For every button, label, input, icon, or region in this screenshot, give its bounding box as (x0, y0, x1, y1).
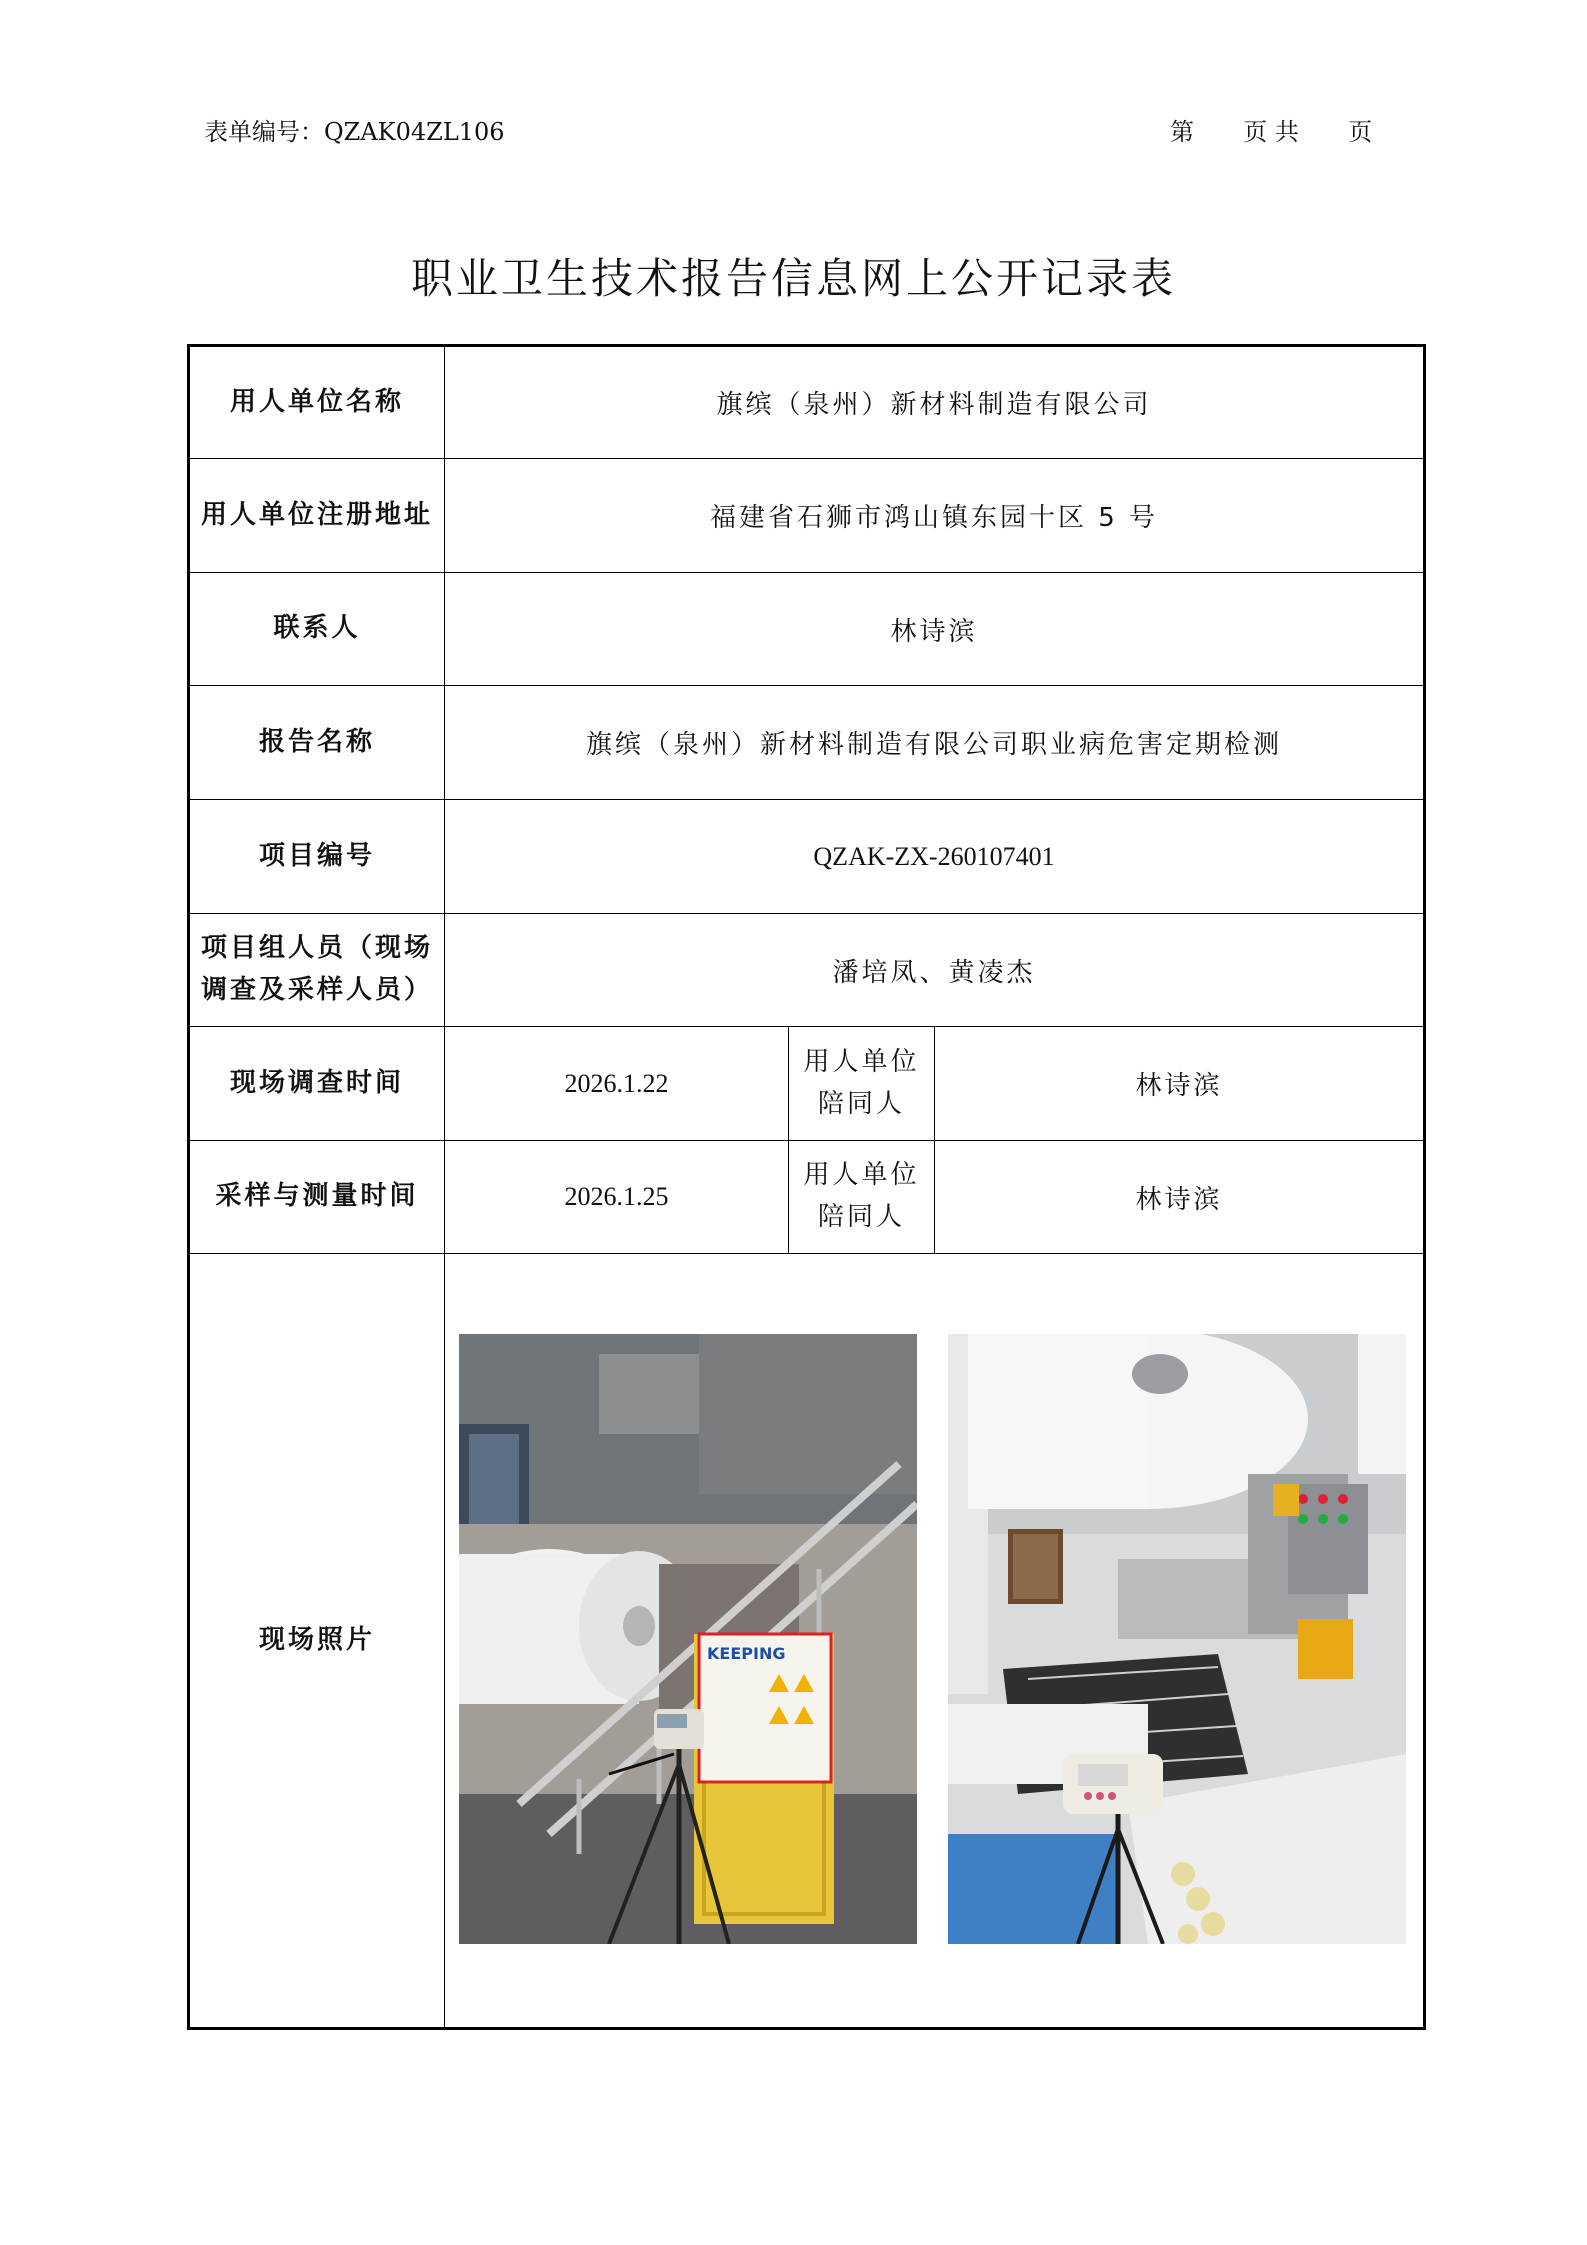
sign-text: KEEPING (707, 1644, 786, 1663)
table-row (189, 1254, 1425, 2029)
project-no-label: 项目编号 (189, 800, 445, 914)
address-label: 用人单位注册地址 (189, 459, 445, 573)
staff-label (189, 914, 445, 1027)
sample-companion-label (789, 1141, 935, 1254)
contact-label: 联系人 (189, 573, 445, 686)
table-row (189, 573, 1425, 686)
staff-label-line1: 项目组人员（现场 (200, 933, 433, 964)
page-di: 第 (1170, 118, 1194, 146)
staff-label-line2: 调查及采样人员） (200, 975, 433, 1005)
photo-label: 现场照片 (189, 1254, 445, 2029)
companion-label-line1: 用人单位 (803, 1046, 920, 1077)
table-row (189, 800, 1425, 914)
photo-area (445, 1254, 1423, 2027)
unit-name-label: 用人单位名称 (189, 346, 445, 459)
companion-label-line2: 陪同人 (817, 1202, 905, 1232)
page-indicator (1170, 112, 1372, 147)
sample-time-label: 采样与测量时间 (189, 1141, 445, 1254)
table-row (189, 459, 1425, 573)
report-name-value: 旗缤（泉州）新材料制造有限公司职业病危害定期检测 (445, 686, 1425, 800)
table-row (189, 1027, 1425, 1141)
sample-time-value: 2026.1.25 (445, 1141, 789, 1254)
site-photo-2 (948, 1334, 1406, 1944)
form-number: 表单编号：QZAK04ZL106 (204, 118, 505, 146)
companion-label-line1: 用人单位 (803, 1160, 920, 1191)
page-ye-gong: 页 共 (1243, 118, 1299, 146)
companion-label-line2: 陪同人 (817, 1088, 905, 1119)
page-ye: 页 (1348, 118, 1373, 146)
unit-name-value: 旗缤（泉州）新材料制造有限公司 (445, 346, 1425, 459)
survey-time-value: 2026.1.22 (445, 1027, 789, 1141)
table-row (189, 346, 1425, 459)
report-name-label: 报告名称 (189, 686, 445, 800)
photo-cell (445, 1254, 1425, 2029)
table-row (189, 1141, 1425, 1254)
survey-time-label: 现场调查时间 (189, 1027, 445, 1141)
survey-companion-value: 林诗滨 (935, 1027, 1425, 1141)
table-row (189, 686, 1425, 800)
project-no-value: QZAK-ZX-260107401 (445, 800, 1425, 914)
site-photo-1 (459, 1334, 917, 1944)
table-row (189, 914, 1425, 1027)
staff-value: 潘培凤、黄凌杰 (445, 914, 1425, 1027)
contact-value: 林诗滨 (445, 573, 1425, 686)
sample-companion-value: 林诗滨 (935, 1141, 1425, 1254)
address-value: 福建省石狮市鸿山镇东园十区 5 号 (445, 459, 1425, 573)
page-title: 职业卫生技术报告信息网上公开记录表 (410, 254, 1176, 303)
record-table (187, 344, 1426, 2030)
survey-companion-label (789, 1027, 935, 1141)
